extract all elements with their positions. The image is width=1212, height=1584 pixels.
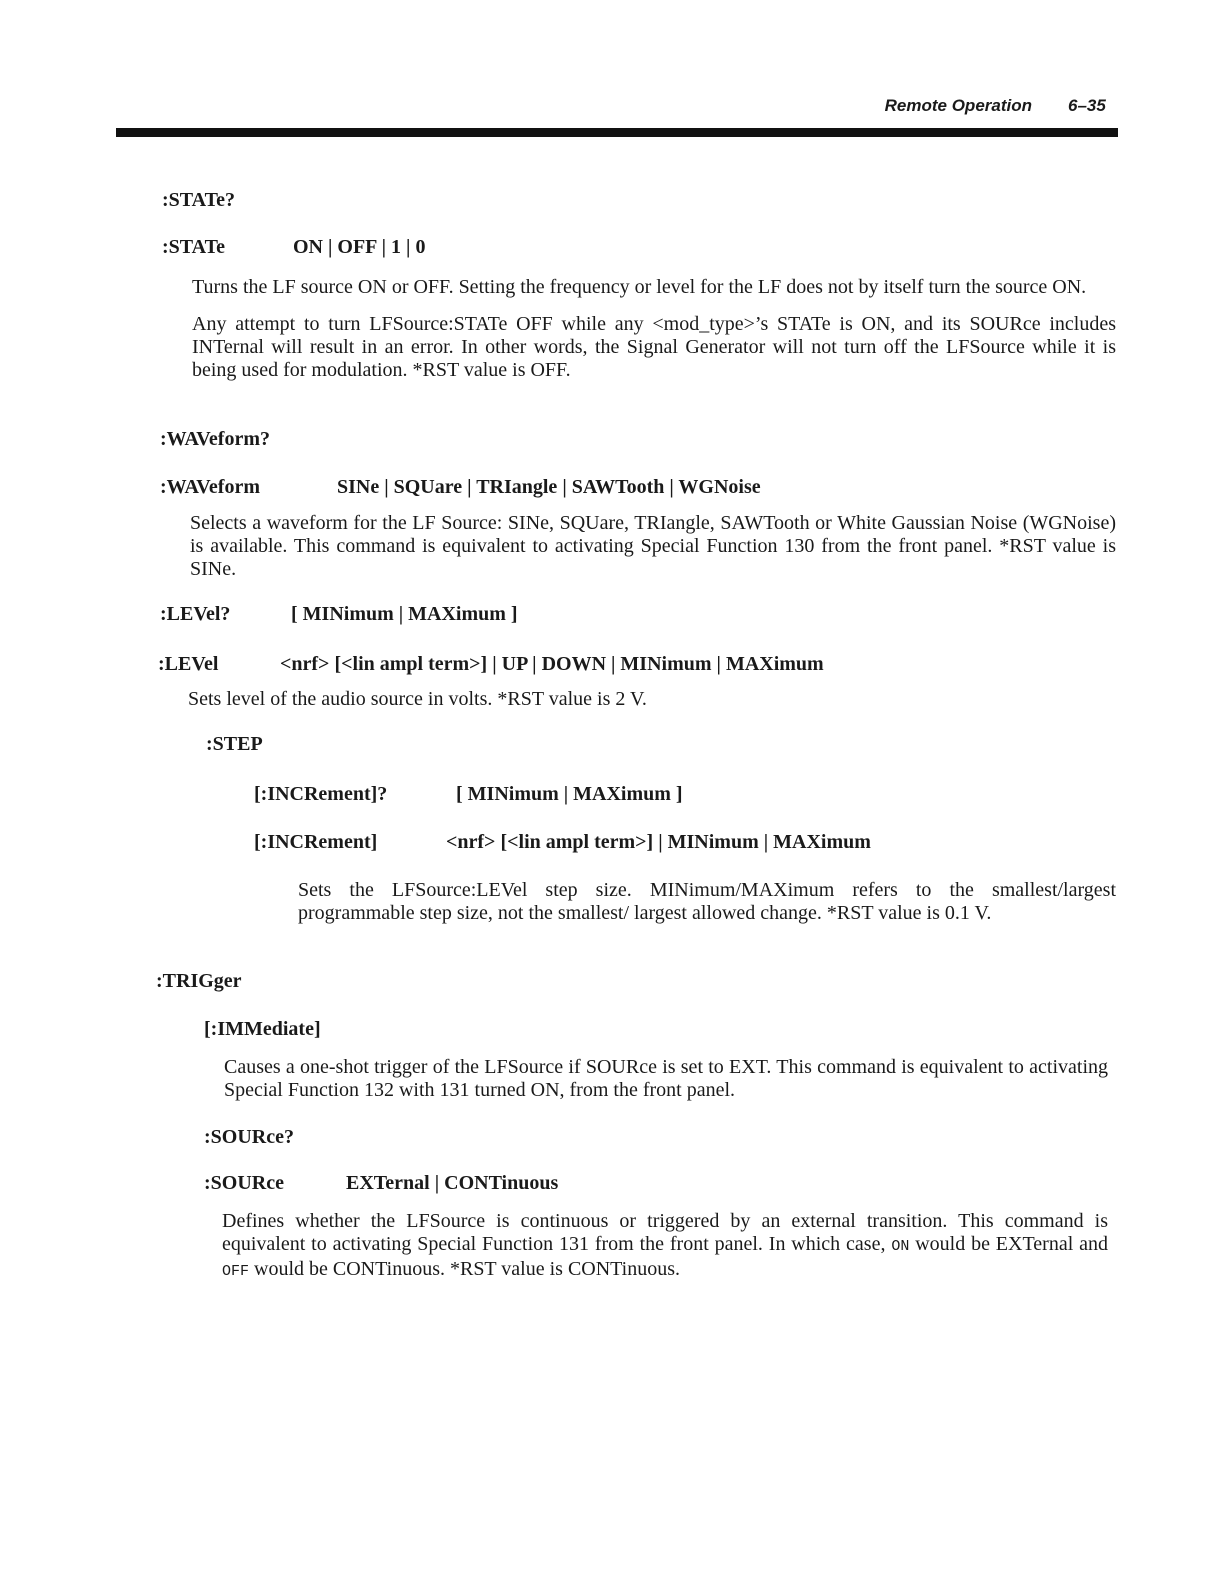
command-args: <nrf> [<lin ampl term>] | UP | DOWN | MINimum | MAXimum <box>280 653 824 675</box>
description-paragraph: Sets level of the audio source in volts. *RST value is 2 V. <box>188 688 647 710</box>
command-args: EXTernal | CONTinuous <box>346 1172 559 1194</box>
command-waveform <box>160 476 761 499</box>
command-name: :STATe <box>162 236 225 258</box>
command-args: [ MINimum | MAXimum ] <box>291 603 518 625</box>
command-name: [:INCRement]? <box>254 783 388 805</box>
command-name: :STEP <box>206 733 263 755</box>
command-name: :LEVel <box>158 653 219 675</box>
increment-description <box>298 879 1116 939</box>
description-text: would be CONTinuous. *RST value is CONTinuous. <box>254 1258 681 1280</box>
on-keyword: ON <box>891 1238 910 1255</box>
command-increment-query <box>254 783 683 806</box>
state-description <box>192 276 1116 396</box>
command-step <box>206 733 263 756</box>
command-name: [:IMMediate] <box>204 1018 321 1040</box>
description-text: Defines whether the LFSource is continuous or triggered by an external transition. This command is equivalent to activating Special Function 131 from the front panel. In which case, <box>222 1210 1108 1255</box>
command-args: ON | OFF | 1 | 0 <box>293 236 426 258</box>
command-name: [:INCRement] <box>254 831 378 853</box>
off-keyword: OFF <box>222 1263 250 1280</box>
description-text: would be EXTernal and <box>915 1233 1108 1255</box>
command-level-query <box>160 603 518 626</box>
header-rule <box>116 128 1118 137</box>
command-name: :WAVeform? <box>160 428 270 450</box>
command-source <box>204 1172 558 1195</box>
command-source-query <box>204 1126 294 1149</box>
command-state-query <box>162 189 235 212</box>
description-paragraph: Turns the LF source ON or OFF. Setting the frequency or level for the LF does not by itself turn the source ON. <box>192 276 1087 298</box>
description-paragraph: Selects a waveform for the LF Source: SINe, SQUare, TRIangle, SAWTooth or White Gaussian Noise (WGNoise) is available. This command is equivalent to activating Special Function 130 from the front panel. *RST value is SINe. <box>190 512 1116 580</box>
source-description <box>222 1210 1108 1297</box>
command-args: <nrf> [<lin ampl term>] | MINimum | MAXimum <box>446 831 871 853</box>
command-level <box>158 653 824 676</box>
command-name: :TRIGger <box>156 970 242 992</box>
description-paragraph: Causes a one-shot trigger of the LFSource if SOURce is set to EXT. This command is equivalent to activating Special Function 132 with 131 turned ON, from the front panel. <box>224 1056 1108 1101</box>
command-name: :WAVeform <box>160 476 260 498</box>
command-waveform-query <box>160 428 270 451</box>
description-paragraph <box>222 1210 1108 1283</box>
running-header-title: Remote Operation <box>884 96 1032 115</box>
command-name: :LEVel? <box>160 603 231 625</box>
command-name: :STATe? <box>162 189 235 211</box>
waveform-description <box>190 512 1116 595</box>
command-immediate <box>204 1018 321 1041</box>
page-number: 6–35 <box>1068 96 1106 115</box>
command-name: :SOURce? <box>204 1126 294 1148</box>
description-paragraph: Sets the LFSource:LEVel step size. MINimum/MAXimum refers to the smallest/largest programmable step size, not the smallest/ largest allowed change. *RST value is 0.1 V. <box>298 879 1116 924</box>
immediate-description <box>224 1056 1108 1116</box>
command-state <box>162 236 425 259</box>
description-paragraph: Any attempt to turn LFSource:STATe OFF while any <mod_type>’s STATe is ON, and its SOURce includes INTernal will result in an error. In other words, the Signal Generator will not turn off the LFSource while it is being used for modulation. *RST value is OFF. <box>192 313 1116 381</box>
command-name: :SOURce <box>204 1172 284 1194</box>
command-trigger <box>156 970 242 993</box>
command-args: [ MINimum | MAXimum ] <box>456 783 683 805</box>
level-description <box>188 688 1088 725</box>
command-args: SINe | SQUare | TRIangle | SAWTooth | WGNoise <box>337 476 761 498</box>
command-increment <box>254 831 871 854</box>
